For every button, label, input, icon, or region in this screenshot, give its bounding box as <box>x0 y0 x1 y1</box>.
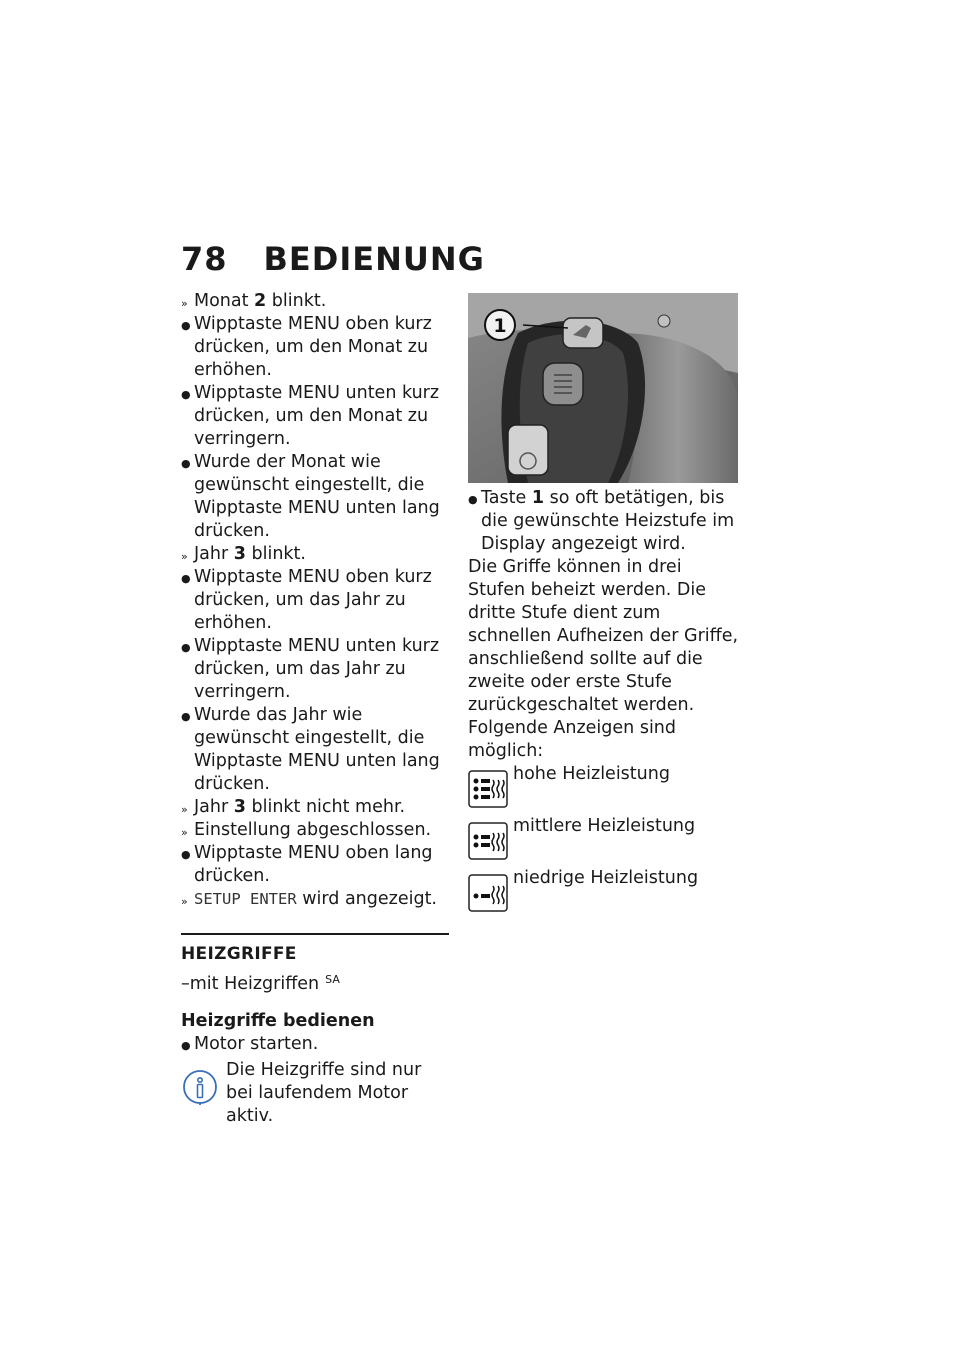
result-arrow-icon: » <box>181 803 187 816</box>
info-note <box>181 1059 453 1128</box>
display-text: SETUP ENTER <box>194 890 297 908</box>
bullet-icon: ● <box>181 848 191 861</box>
list-item: » Einstellung abgeschlossen. <box>181 819 453 842</box>
bullet-icon: ● <box>181 1039 191 1052</box>
bullet-icon: ● <box>468 493 478 506</box>
list-item: » Jahr 3 blinkt nicht mehr. <box>181 796 453 819</box>
result-arrow-icon: » <box>181 826 187 839</box>
right-column <box>468 290 740 919</box>
bullet-icon: ● <box>181 457 191 470</box>
list-item: ● Wipptaste MENU oben kurz drücken, um das Jahr zu erhöhen. <box>181 567 432 633</box>
handlebar-photo <box>468 293 738 483</box>
heat-high-icon <box>468 770 508 808</box>
bullet-icon: ● <box>181 710 191 723</box>
list-item: ● Wipptaste MENU oben lang drücken. <box>181 843 433 886</box>
bullet-icon: ● <box>181 641 191 654</box>
bullet-icon: ● <box>181 572 191 585</box>
result-arrow-icon: » <box>181 297 187 310</box>
heat-level-high <box>468 763 740 815</box>
heat-level-label: hohe Heizleistung <box>513 764 670 784</box>
left-column <box>181 290 453 1128</box>
section-title: HEIZGRIFFE <box>181 944 297 964</box>
list-item: ● Motor starten. <box>181 1033 453 1056</box>
note-text: Die Heizgriffe sind nur bei laufendem Motor aktiv. <box>226 1060 422 1126</box>
list-item: ● Taste 1 so oft betätigen, bis die gewünschte Heizstufe im Display angezeigt wird. <box>468 488 735 554</box>
body-paragraph: Die Griffe können in drei Stufen beheizt werden. Die dritte Stufe dient zum schnellen Aufheizen der Griffe, anschließend sollte auf die zweite oder erste Stufe zurückgeschaltet werden. Folgende Anzeigen sind möglich: <box>468 557 739 761</box>
list-item: » Jahr 3 blinkt. <box>181 543 453 566</box>
heat-medium-icon <box>468 822 508 860</box>
photo-label: 1 <box>493 315 507 337</box>
page-header <box>181 240 485 278</box>
page-number: 78 <box>181 240 228 278</box>
subsection-title: Heizgriffe bedienen <box>181 1011 375 1031</box>
bullet-icon: ● <box>181 319 191 332</box>
bullet-icon: ● <box>181 388 191 401</box>
heat-level-low <box>468 867 740 919</box>
list-item: ● Wipptaste MENU unten kurz drücken, um das Jahr zu verringern. <box>181 636 440 702</box>
list-item: » Monat 2 blinkt. <box>181 290 453 313</box>
section-subtitle: –mit Heizgriffen $^{SA}$ <box>181 973 340 994</box>
list-item: » SETUP ENTER wird angezeigt. <box>181 888 453 911</box>
result-arrow-icon: » <box>181 550 187 563</box>
result-arrow-icon: » <box>181 895 187 908</box>
section-divider <box>181 933 449 935</box>
info-icon <box>181 1069 219 1107</box>
heat-level-label: niedrige Heizleistung <box>513 868 699 888</box>
heat-level-medium <box>468 815 740 867</box>
chapter-title: BEDIENUNG <box>263 240 485 278</box>
list-item: ● Wipptaste MENU oben kurz drücken, um den Monat zu erhöhen. <box>181 314 432 380</box>
list-item: ● Wipptaste MENU unten kurz drücken, um den Monat zu verringern. <box>181 383 440 449</box>
heat-low-icon <box>468 874 508 912</box>
sa-superscript: SA <box>325 973 340 986</box>
heat-level-label: mittlere Heizleistung <box>513 816 696 836</box>
list-item: ● Wurde der Monat wie gewünscht eingestellt, die Wipptaste MENU unten lang drücken. <box>181 452 440 541</box>
list-item: ● Wurde das Jahr wie gewünscht eingestellt, die Wipptaste MENU unten lang drücken. <box>181 705 440 794</box>
